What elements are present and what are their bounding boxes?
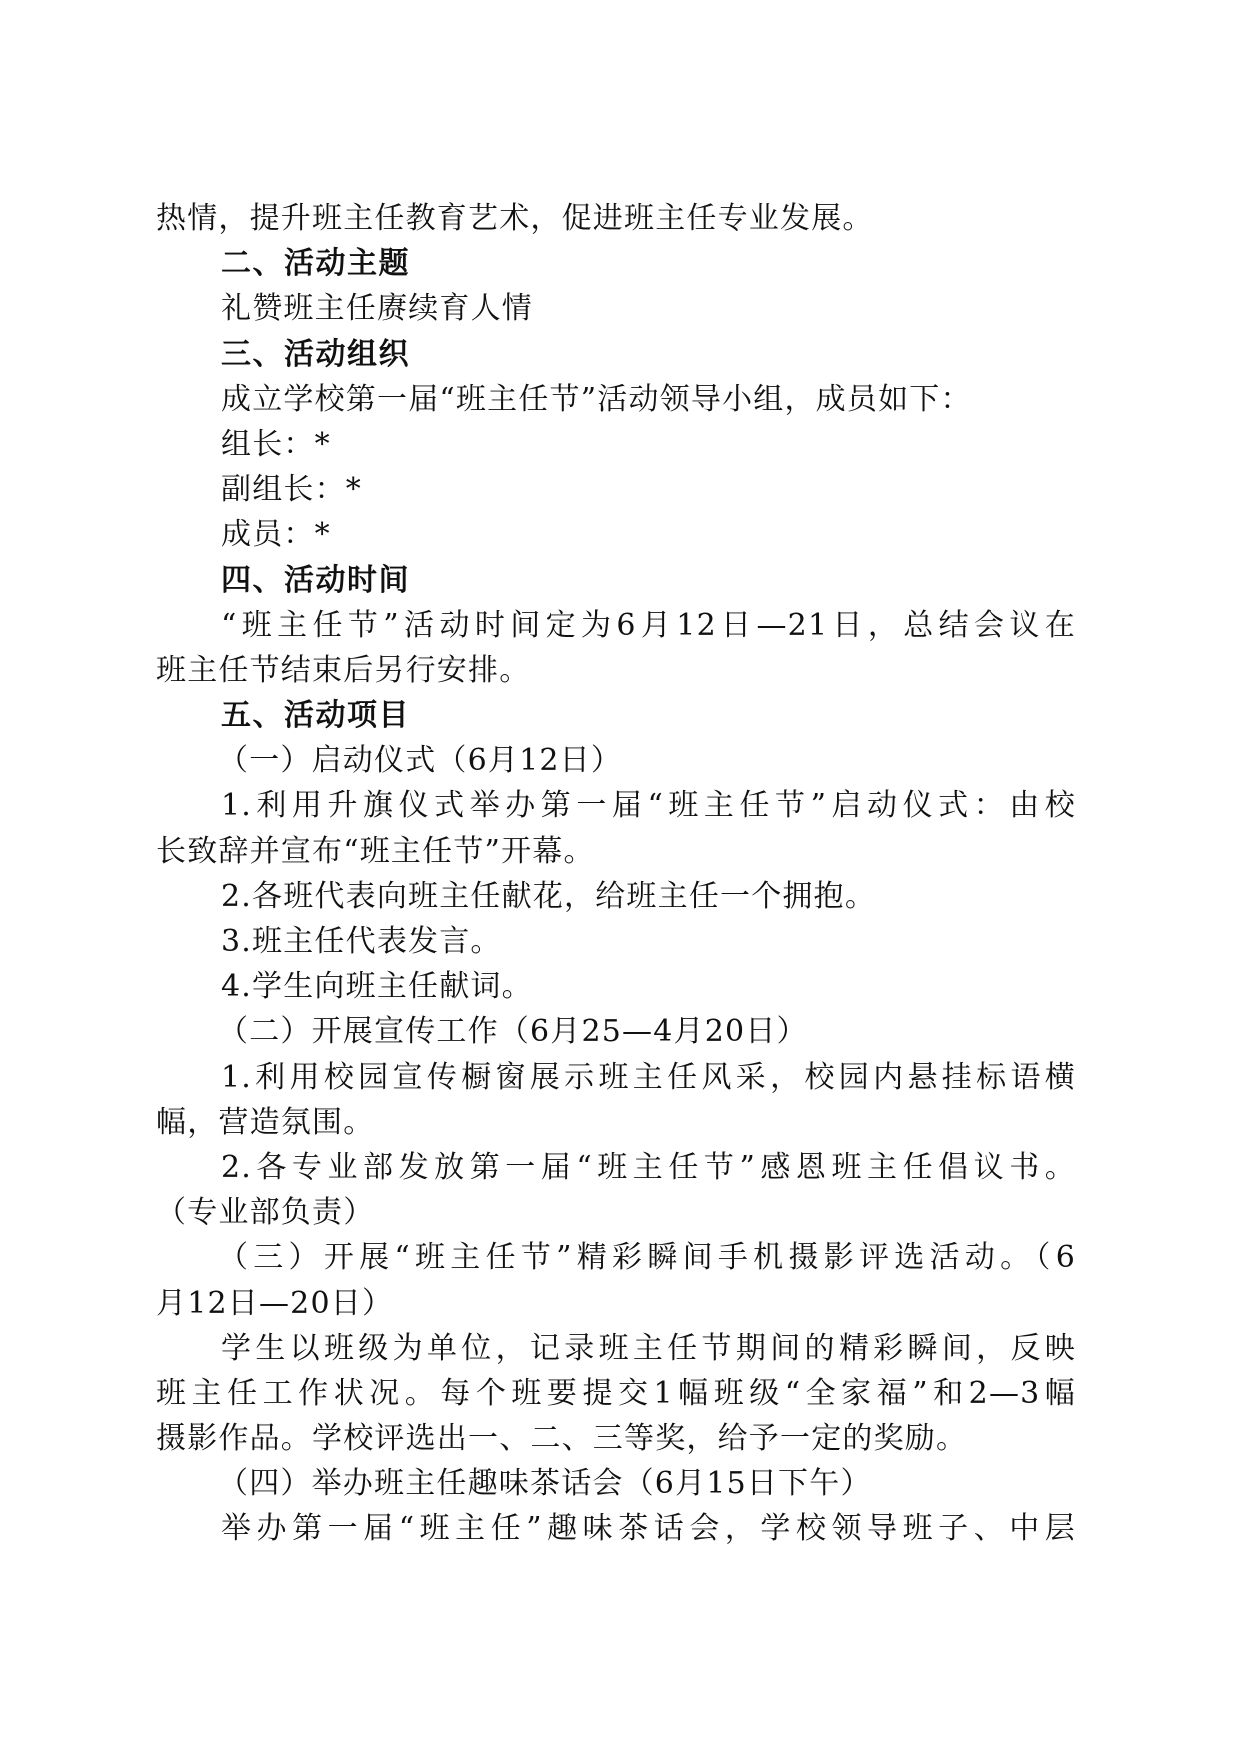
paragraph-line: 摄影作品。学校评选出一、二、三等奖，给予一定的奖励。 <box>156 1421 968 1457</box>
section-heading: 二、活动主题 <box>221 246 410 282</box>
section-heading: 三、活动组织 <box>221 336 410 372</box>
paragraph-line: 组长：* <box>221 426 331 462</box>
paragraph-line: 2.各班代表向班主任献花，给班主任一个拥抱。 <box>221 878 877 914</box>
paragraph-line: 月12日—20日） <box>156 1285 394 1321</box>
subsection-heading: （四）举办班主任趣味茶话会（6月15日下午） <box>218 1466 872 1502</box>
subsection-heading: （一）启动仪式（6月12日） <box>218 743 623 779</box>
paragraph-line: 3.班主任代表发言。 <box>221 924 502 959</box>
section-heading: 四、活动时间 <box>221 562 410 598</box>
subsection-heading: （二）开展宣传工作（6月25—4月20日） <box>218 1014 808 1050</box>
paragraph-line: 成立学校第一届“班主任节”活动领导小组，成员如下： <box>221 381 972 417</box>
document-body <box>156 196 1076 1552</box>
paragraph-line: 1.利用校园宣传橱窗展示班主任风采，校园内悬挂标语横 <box>221 1059 1076 1095</box>
paragraph-line: 成员：* <box>221 517 331 553</box>
paragraph-line: 1.利用升旗仪式举办第一届“班主任节”启动仪式：由校 <box>221 788 1076 824</box>
paragraph-line: 2.各专业部发放第一届“班主任节”感恩班主任倡议书。 <box>221 1149 1076 1185</box>
paragraph-line: 热情，提升班主任教育艺术，促进班主任专业发展。 <box>156 201 874 236</box>
subsection-heading: （三）开展“班主任节”精彩瞬间手机摄影评选活动。（6 <box>218 1240 1076 1276</box>
paragraph-line: “班主任节”活动时间定为6月12日—21日，总结会议在 <box>221 607 1076 643</box>
paragraph-line: 幅，营造氛围。 <box>156 1104 375 1140</box>
paragraph-line: 4.学生向班主任献词。 <box>221 969 533 1005</box>
paragraph-line: 班主任节结束后另行安排。 <box>156 652 531 688</box>
paragraph-line: 班主任工作状况。每个班要提交1幅班级“全家福”和2—3幅 <box>156 1375 1076 1411</box>
paragraph-line: 学生以班级为单位，记录班主任节期间的精彩瞬间，反映 <box>221 1330 1076 1366</box>
paragraph-line: 举办第一届“班主任”趣味茶话会，学校领导班子、中层 <box>221 1511 1076 1547</box>
paragraph-line: 副组长：* <box>221 472 362 508</box>
section-heading: 五、活动项目 <box>221 698 410 734</box>
paragraph-line: 礼赞班主任赓续育人情 <box>221 291 533 327</box>
paragraph-line: 长致辞并宣布“班主任节”开幕。 <box>156 833 595 869</box>
paragraph-line: （专业部负责） <box>156 1195 375 1231</box>
